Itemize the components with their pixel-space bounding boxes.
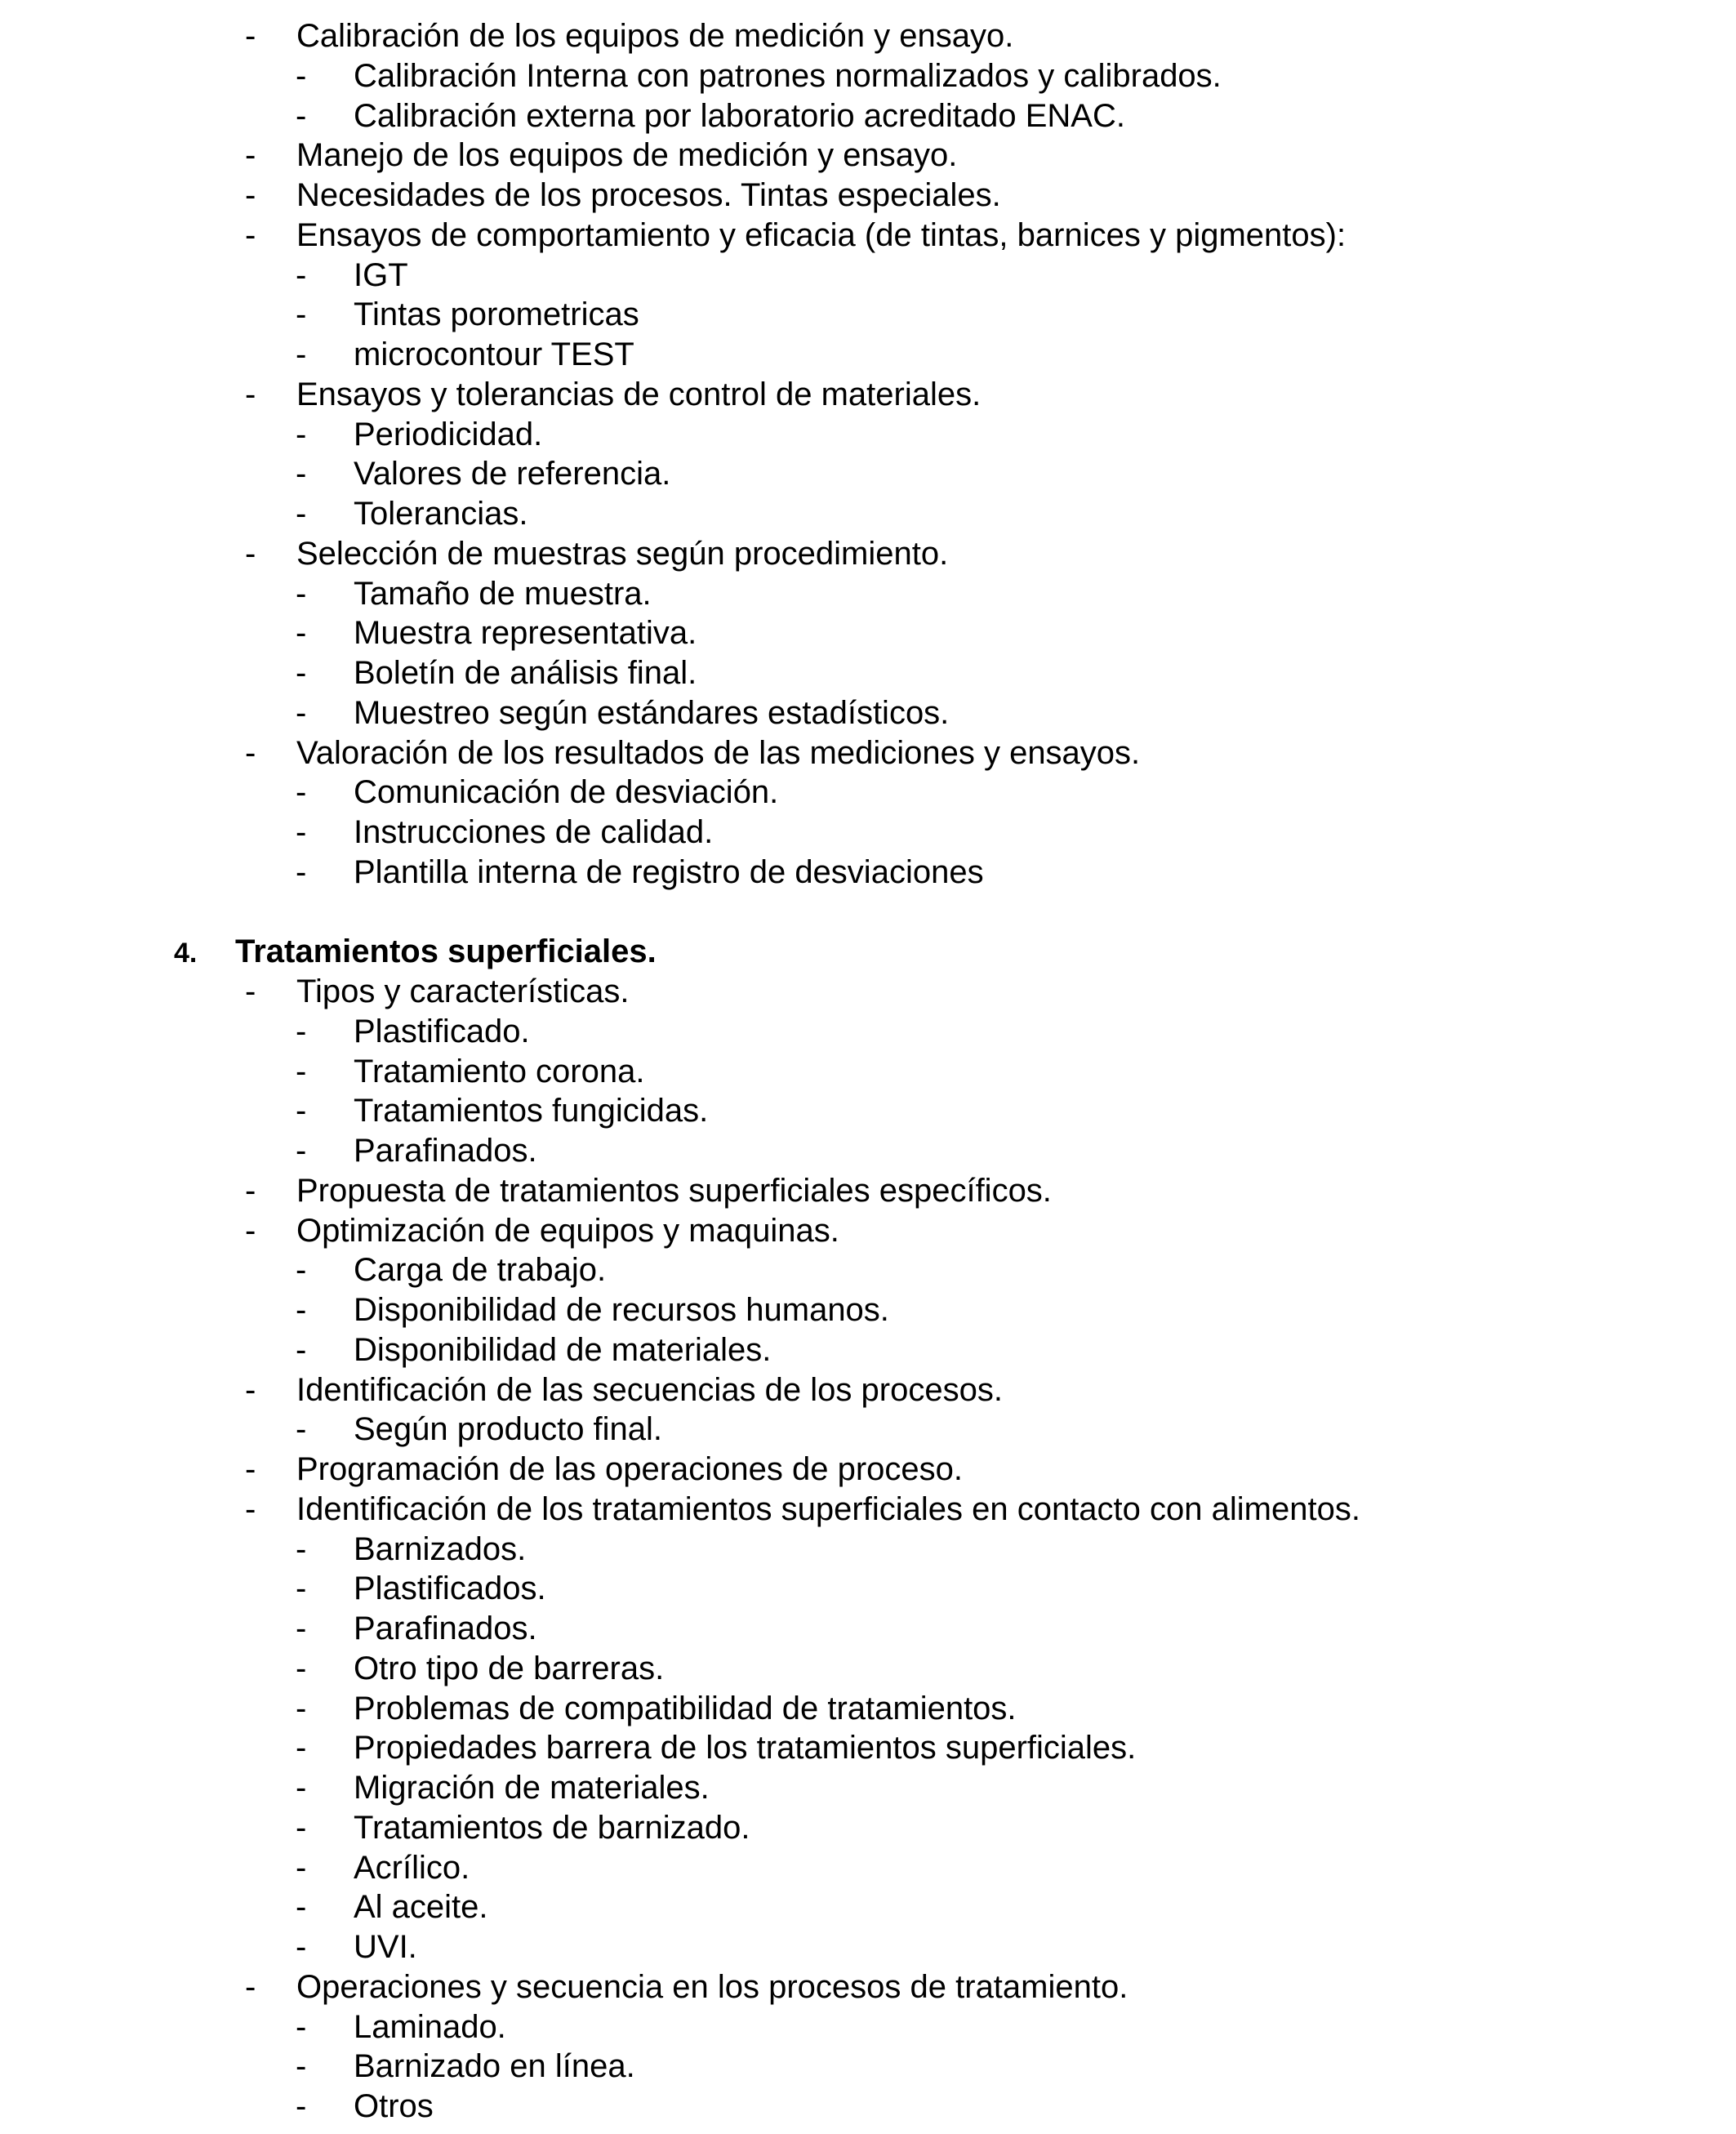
bullet-dash: - [296,1013,307,1049]
sub-list-item [0,1330,1736,1370]
list-item-text: Problemas de compatibilidad de tratamientos. [354,1690,1017,1726]
sub-list-item [0,1410,1736,1450]
bullet-dash: - [296,1331,307,1368]
bullet-dash: - [296,1889,307,1926]
sub-list-item [0,295,1736,335]
list-item-text: Tipos y características. [296,973,630,1009]
list-item-text: Valores de referencia. [354,456,671,492]
bullet-dash: - [296,1411,307,1448]
list-item-text: Acrílico. [354,1849,470,1886]
bullet-dash: - [296,814,307,850]
bullet-dash: - [296,2048,307,2085]
sub-list-item [0,415,1736,455]
sub-list-item [0,613,1736,653]
list-item [0,534,1736,574]
section-title: Tratamientos superficiales. [235,933,657,970]
sub-list-item [0,335,1736,375]
bullet-dash: - [296,2008,307,2045]
bullet-dash: - [245,1371,256,1408]
bullet-dash: - [245,1968,256,2005]
bullet-dash: - [245,1212,256,1249]
sub-list-item [0,1848,1736,1888]
list-item-text: Operaciones y secuencia en los procesos de tratamiento. [296,1968,1128,2005]
sub-list-item [0,1530,1736,1570]
sub-list-item [0,2087,1736,2127]
document-body [0,16,1736,2127]
bullet-dash: - [296,416,307,452]
list-item-text: Manejo de los equipos de medición y ensayo. [296,137,958,174]
list-item-text: UVI. [354,1929,417,1965]
list-item-text: Instrucciones de calidad. [354,814,714,850]
list-item-text: Otros [354,2088,434,2124]
list-item-text: Calibración Interna con patrones normalizados y calibrados. [354,57,1222,94]
list-item-text: Plastificado. [354,1013,530,1049]
list-item-text: Tratamiento corona. [354,1053,645,1089]
bullet-dash: - [245,535,256,572]
list-item [0,733,1736,773]
bullet-dash: - [296,1053,307,1089]
list-item-text: Calibración externa por laboratorio acreditado ENAC. [354,97,1125,134]
list-item-text: Laminado. [354,2008,506,2045]
sub-list-item [0,693,1736,733]
list-item [0,176,1736,216]
list-item-text: Disponibilidad de materiales. [354,1331,772,1368]
list-item-text: Tintas porometricas [354,296,639,333]
sub-list-item [0,1649,1736,1689]
bullet-dash: - [296,57,307,94]
list-item-text: Tratamientos de barnizado. [354,1809,750,1846]
list-item [0,1211,1736,1251]
section-heading [0,932,1736,972]
bullet-dash: - [296,655,307,691]
sub-list-item [0,1609,1736,1649]
sub-list-item [0,1808,1736,1848]
list-item-text: Propiedades barrera de los tratamientos superficiales. [354,1730,1137,1766]
list-item-text: Parafinados. [354,1611,537,1646]
section-number: 4. [174,938,198,969]
bullet-dash: - [296,456,307,492]
sub-list-item [0,1131,1736,1171]
sub-list-item [0,1569,1736,1609]
list-item-text: Barnizado en línea. [354,2048,635,2085]
bullet-dash: - [245,1451,256,1487]
sub-list-item [0,2047,1736,2087]
bullet-dash: - [245,734,256,771]
list-item [0,1370,1736,1410]
sub-list-item [0,494,1736,534]
list-item-text: Plastificados. [354,1570,546,1607]
bullet-dash: - [245,177,256,213]
bullet-dash: - [296,1570,307,1607]
list-item-text: Boletín de análisis final. [354,655,697,691]
bullet-dash: - [296,256,307,293]
sub-list-item [0,1052,1736,1092]
bullet-dash: - [296,1770,307,1806]
list-item [0,1967,1736,2007]
list-item-text: Muestra representativa. [354,615,697,652]
sub-list-item [0,1250,1736,1290]
bullet-dash: - [296,1093,307,1129]
sub-list-item [0,256,1736,296]
bullet-dash: - [296,853,307,890]
sub-list-item [0,454,1736,494]
list-item-text: Disponibilidad de recursos humanos. [354,1292,889,1328]
bullet-dash: - [296,496,307,532]
sub-list-item [0,96,1736,136]
bullet-dash: - [296,1730,307,1766]
bullet-dash: - [296,1929,307,1965]
bullet-dash: - [296,1252,307,1289]
sub-list-item [0,1012,1736,1052]
list-item-text: Identificación de las secuencias de los procesos. [296,1371,1003,1408]
list-item [0,1490,1736,1530]
list-item-text: Periodicidad. [354,416,543,452]
bullet-dash: - [296,1690,307,1726]
list-item-text: Carga de trabajo. [354,1252,607,1289]
bullet-dash: - [296,774,307,811]
bullet-dash: - [296,1133,307,1169]
sub-list-item [0,2007,1736,2047]
list-item-text: Tolerancias. [354,496,528,532]
list-item-text: Según producto final. [354,1411,663,1448]
sub-list-item [0,1290,1736,1330]
list-item-text: Muestreo según estándares estadísticos. [354,694,950,731]
bullet-dash: - [296,575,307,612]
list-item-text: Plantilla interna de registro de desviaciones [354,853,984,890]
bullet-dash: - [296,1650,307,1686]
list-item [0,375,1736,415]
bullet-dash: - [245,1172,256,1209]
list-item-text: Selección de muestras según procedimiento. [296,535,949,572]
sub-list-item [0,1927,1736,1967]
list-item [0,1450,1736,1490]
list-item-text: Necesidades de los procesos. Tintas especiales. [296,177,1001,213]
list-item-text: Ensayos de comportamiento y eficacia (de tintas, barnices y pigmentos): [296,216,1347,253]
sub-list-item [0,1689,1736,1729]
bullet-dash: - [296,1809,307,1846]
list-item-text: Al aceite. [354,1889,488,1926]
bullet-dash: - [296,1849,307,1886]
list-item-text: Calibración de los equipos de medición y ensayo. [296,18,1014,54]
list-item [0,136,1736,176]
blank-line [0,893,1736,933]
bullet-dash: - [245,1490,256,1527]
list-item-text: Propuesta de tratamientos superficiales específicos. [296,1172,1052,1209]
sub-list-item [0,773,1736,813]
list-item-text: Identificación de los tratamientos superficiales en contacto con alimentos. [296,1490,1360,1527]
list-item-text: Parafinados. [354,1133,537,1169]
list-item-text: Tratamientos fungicidas. [354,1093,709,1129]
list-item-text: Otro tipo de barreras. [354,1650,665,1686]
bullet-dash: - [245,216,256,253]
list-item-text: Programación de las operaciones de proceso. [296,1451,964,1487]
list-item [0,972,1736,1012]
bullet-dash: - [296,1292,307,1328]
sub-list-item [0,1887,1736,1927]
sub-list-item [0,813,1736,853]
sub-list-item [0,1768,1736,1808]
list-item [0,216,1736,256]
list-item-text: Optimización de equipos y maquinas. [296,1212,839,1249]
bullet-dash: - [296,336,307,372]
list-item-text: Ensayos y tolerancias de control de materiales. [296,376,982,412]
list-item-text: microcontour TEST [354,336,634,372]
sub-list-item [0,1728,1736,1768]
bullet-dash: - [296,1611,307,1646]
bullet-dash: - [245,137,256,174]
sub-list-item [0,1091,1736,1131]
list-item [0,16,1736,56]
bullet-dash: - [245,973,256,1009]
bullet-dash: - [296,615,307,652]
list-item-text: Valoración de los resultados de las mediciones y ensayos. [296,734,1141,771]
list-item [0,1171,1736,1211]
bullet-dash: - [296,97,307,134]
sub-list-item [0,56,1736,96]
bullet-dash: - [296,1530,307,1567]
list-item-text: Barnizados. [354,1530,527,1567]
list-item-text: IGT [354,256,408,293]
bullet-dash: - [245,376,256,412]
bullet-dash: - [296,296,307,333]
list-item-text: Migración de materiales. [354,1770,710,1806]
bullet-dash: - [245,18,256,54]
sub-list-item [0,653,1736,693]
bullet-dash: - [296,694,307,731]
sub-list-item [0,853,1736,893]
bullet-dash: - [296,2088,307,2124]
sub-list-item [0,574,1736,614]
list-item-text: Tamaño de muestra. [354,575,652,612]
list-item-text: Comunicación de desviación. [354,774,779,811]
